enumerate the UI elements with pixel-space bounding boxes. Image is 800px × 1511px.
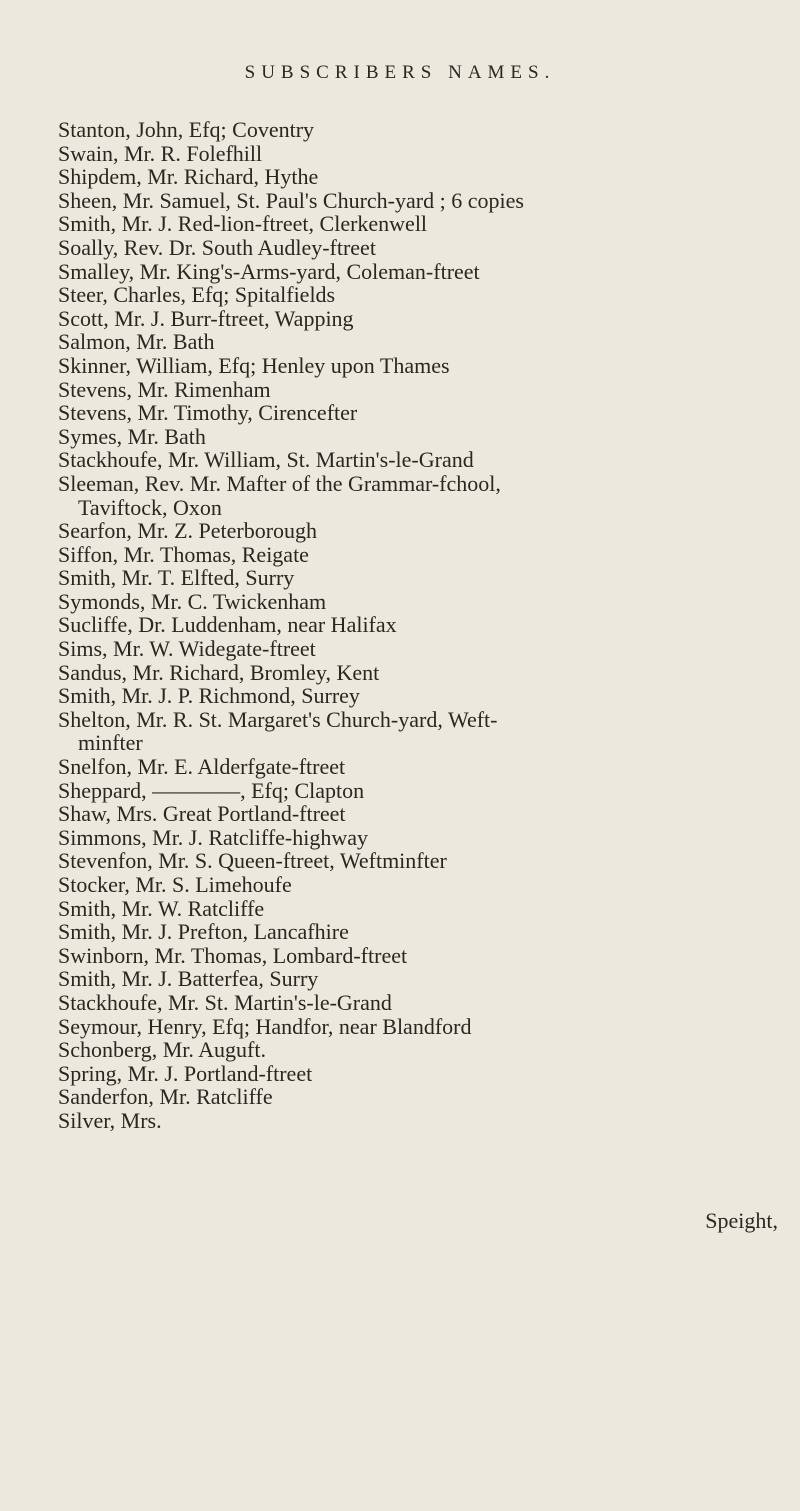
list-item: Siffon, Mr. Thomas, Reigate xyxy=(58,541,309,567)
list-item: Snelfon, Mr. E. Alderfgate-ftreet xyxy=(58,754,346,780)
list-item: Shaw, Mrs. Great Portland-ftreet xyxy=(58,801,346,827)
list-item: Sims, Mr. W. Widegate-ftreet xyxy=(58,636,316,662)
subscriber-list xyxy=(58,118,798,1133)
list-item: Searfon, Mr. Z. Peterborough xyxy=(58,518,318,544)
list-item: Shelton, Mr. R. St. Margaret's Church-yard, Weft- xyxy=(58,706,498,732)
list-item: Stackhoufe, Mr. William, St. Martin's-le-Grand xyxy=(58,447,474,473)
list-item-continuation: Taviftock, Oxon xyxy=(78,494,222,520)
list-item: Steer, Charles, Efq; Spitalfields xyxy=(58,282,336,308)
running-header: SUBSCRIBERS NAMES. xyxy=(244,62,556,83)
list-item: Sucliffe, Dr. Luddenham, near Halifax xyxy=(58,612,397,638)
list-item: Smith, Mr. J. Prefton, Lancafhire xyxy=(58,919,349,945)
list-item: Swinborn, Mr. Thomas, Lombard-ftreet xyxy=(58,942,408,968)
list-item: Sandus, Mr. Richard, Bromley, Kent xyxy=(58,659,380,685)
list-item: Smith, Mr. J. Batterfea, Surry xyxy=(58,966,319,992)
list-item: Symes, Mr. Bath xyxy=(58,423,206,449)
list-item: Smith, Mr. T. Elfted, Surry xyxy=(58,565,295,591)
list-item: Sheen, Mr. Samuel, St. Paul's Church-yard ; 6 copies xyxy=(58,187,524,213)
list-item: Stevens, Mr. Rimenham xyxy=(58,376,271,402)
list-item: Schonberg, Mr. Auguft. xyxy=(58,1037,266,1063)
list-item: Scott, Mr. J. Burr-ftreet, Wapping xyxy=(58,305,354,331)
list-item: Stackhoufe, Mr. St. Martin's-le-Grand xyxy=(58,989,392,1015)
list-item: Swain, Mr. R. Folefhill xyxy=(58,140,263,166)
list-item: Salmon, Mr. Bath xyxy=(58,329,215,355)
list-item: Smith, Mr. J. P. Richmond, Surrey xyxy=(58,683,360,709)
list-item: Shipdem, Mr. Richard, Hythe xyxy=(58,164,319,190)
list-item: Sheppard, ————, Efq; Clapton xyxy=(58,777,365,803)
catchword: Speight, xyxy=(705,1208,778,1233)
list-item: Soally, Rev. Dr. South Audley-ftreet xyxy=(58,234,376,260)
list-item: Stocker, Mr. S. Limehoufe xyxy=(58,872,292,897)
list-item: Stevens, Mr. Timothy, Cirencefter xyxy=(58,400,358,426)
list-item: Stanton, John, Efq; Coventry xyxy=(58,117,315,142)
list-item: Simmons, Mr. J. Ratcliffe-highway xyxy=(58,824,369,850)
list-item-continuation: minfter xyxy=(78,730,143,756)
list-item: Sleeman, Rev. Mr. Mafter of the Grammar-fchool, xyxy=(58,470,501,496)
list-item: Stevenfon, Mr. S. Queen-ftreet, Weftminfter xyxy=(58,848,447,874)
list-item: Smith, Mr. J. Red-lion-ftreet, Clerkenwell xyxy=(58,211,428,237)
list-item: Skinner, William, Efq; Henley upon Thames xyxy=(58,352,450,378)
list-item: Spring, Mr. J. Portland-ftreet xyxy=(58,1060,313,1086)
list-item: Smith, Mr. W. Ratcliffe xyxy=(58,895,265,921)
list-item: Smalley, Mr. King's-Arms-yard, Coleman-ftreet xyxy=(58,258,480,284)
list-item: Sanderfon, Mr. Ratcliffe xyxy=(58,1084,273,1110)
list-item: Symonds, Mr. C. Twickenham xyxy=(58,588,327,614)
list-item: Seymour, Henry, Efq; Handfor, near Blandford xyxy=(58,1013,472,1039)
list-item: Silver, Mrs. xyxy=(58,1107,162,1133)
